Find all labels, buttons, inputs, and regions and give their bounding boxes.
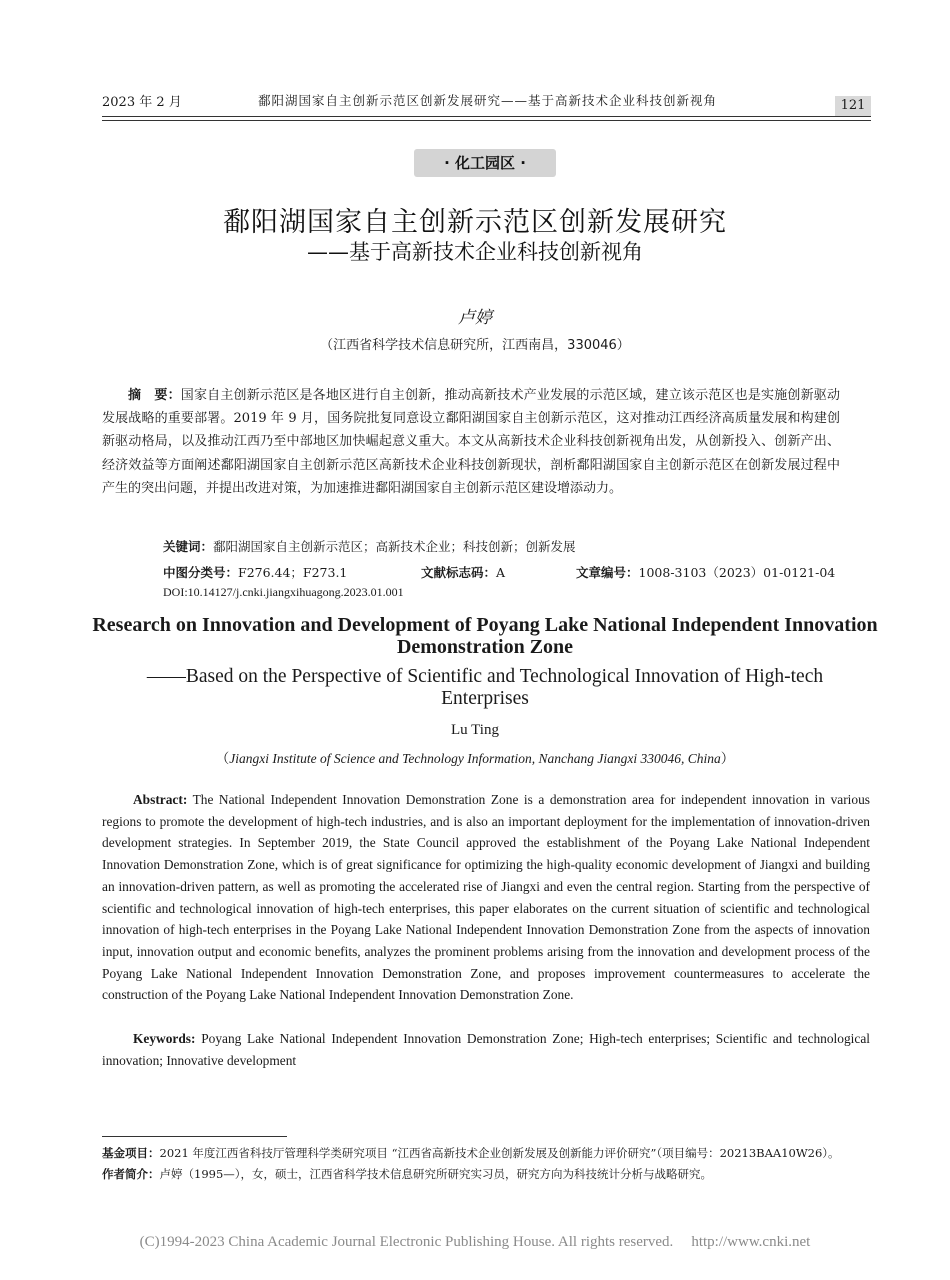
- abstract-english-label: Abstract:: [133, 792, 188, 807]
- abstract-chinese-label: 摘 要：: [128, 388, 181, 403]
- subtitle-english: ——Based on the Perspective of Scientific and Technological Innovation of High-tech Enterprises: [146, 666, 824, 709]
- affiliation-english-text: Jiangxi Institute of Science and Technology Information, Nanchang Jiangxi 330046, China: [229, 751, 721, 766]
- clc-number: [163, 563, 347, 581]
- header-rule-thin: [102, 120, 871, 121]
- keywords-chinese-text: 鄱阳湖国家自主创新示范区；高新技术企业；科技创新；创新发展: [213, 539, 576, 554]
- copyright-watermark: [0, 1234, 950, 1251]
- article-number-label: 文章编号：: [576, 565, 639, 580]
- abstract-chinese-text: 国家自主创新示范区是各地区进行自主创新，推动高新技术产业发展的示范区域，建立该示范区也是实施创新驱动发展战略的重要部署。2019 年 9 月，国务院批复同意设立鄱阳湖国家自主创新示范区，这对推动江西经济高质量发展和构建创新驱动格局，以及推动江西乃至中部地区加快崛起意义重大。本文从高新技术企业科技创新视角出发，从创新投入、创新产出、经济效益等方面阐述鄱阳湖国家自主创新示范区高新技术企业科技创新现状，剖析鄱阳湖国家自主创新示范区在创新发展过程中产生的突出问题，并提出改进对策，为加速推进鄱阳湖国家自主创新示范区建设增添动力。: [102, 388, 840, 496]
- footnote-rule: [102, 1136, 287, 1137]
- footnote-author-label: 作者简介：: [102, 1167, 160, 1181]
- title-chinese: 鄱阳湖国家自主创新示范区创新发展研究: [223, 207, 727, 238]
- author-english: Lu Ting: [451, 722, 499, 738]
- clc-label: 中图分类号：: [163, 565, 239, 580]
- affiliation-english-close: ）: [720, 751, 735, 766]
- watermark-url: http://www.cnki.net: [691, 1234, 811, 1250]
- abstract-english: [102, 789, 870, 1006]
- document-code: [421, 563, 505, 581]
- footnote-author-text: 卢婷（1995—），女，硕士，江西省科学技术信息研究所研究实习员，研究方向为科技统计分析与战略研究。: [159, 1167, 713, 1181]
- affiliation-english: [0, 747, 950, 767]
- article-number-value: 1008-3103（2023）01-0121-04: [638, 565, 836, 580]
- keywords-english: [102, 1028, 870, 1071]
- watermark-copyright: (C)1994-2023 China Academic Journal Electronic Publishing House. All rights reserved.: [139, 1234, 674, 1250]
- footnote-author: [102, 1166, 872, 1182]
- clc-value: F276.44；F273.1: [238, 565, 348, 580]
- header-page-number: 121: [835, 96, 871, 116]
- document-code-value: A: [496, 565, 506, 580]
- keywords-chinese: [163, 537, 576, 555]
- header-date: 2023 年 2 月: [102, 95, 182, 110]
- article-number: [576, 563, 835, 581]
- subtitle-chinese: ——基于高新技术企业科技创新视角: [307, 240, 643, 264]
- keywords-english-text: Poyang Lake National Independent Innovation Demonstration Zone; High-tech enterprises; Scientific and technological innovation; Innovative development: [102, 1031, 870, 1068]
- keywords-english-label: Keywords:: [133, 1031, 196, 1046]
- section-badge: · 化工园区 ·: [414, 149, 556, 177]
- footnote-fund-label: 基金项目：: [102, 1146, 160, 1160]
- author-chinese: 卢婷: [458, 308, 492, 328]
- title-english: Research on Innovation and Development of Poyang Lake National Independent Innovation Demonstration Zone: [92, 614, 878, 658]
- abstract-chinese: [102, 384, 840, 500]
- affiliation-chinese: （江西省科学技术信息研究所，江西南昌，330046）: [320, 338, 630, 353]
- affiliation-english-open: （: [215, 751, 230, 766]
- doi: DOI:10.14127/j.cnki.jiangxihuagong.2023.01.001: [163, 585, 404, 599]
- document-code-label: 文献标志码：: [421, 565, 497, 580]
- header-running-title: 鄱阳湖国家自主创新示范区创新发展研究——基于高新技术企业科技创新视角: [258, 93, 718, 108]
- footnote-fund-text: 2021 年度江西省科技厅管理科学类研究项目 “江西省高新技术企业创新发展及创新能力评价研究”（项目编号：20213BAA10W26）。: [159, 1146, 840, 1160]
- header-rule-thick: [102, 116, 871, 117]
- abstract-english-text: The National Independent Innovation Demonstration Zone is a demonstration area for independent innovation in various regions to promote the development of high-tech industries, and is also an important deployment for the implementation of innovation-driven development strategies. In September 2019, the State Council approved the establishment of the Poyang Lake National Independent Innovation Demonstration Zone, which is of great significance for optimizing the high-quality economic development of Jiangxi and building an innovation-driven pattern, as well as promoting the accelerated rise of Jiangxi and even the central region. Starting from the perspective of scientific and technological innovation of high-tech enterprises, this paper elaborates on the current situation of scientific and technological innovation of high-tech enterprises in the Poyang Lake National Independent Innovation Demonstration Zone from the aspects of innovation input, innovation output and economic benefits, analyzes the prominent problems arising from the innovation and development process of the Poyang Lake National Independent Innovation Demonstration Zone, and proposes improvement countermeasures to accelerate the construction of the Poyang Lake National Independent Innovation Demonstration Zone.: [102, 792, 870, 1003]
- keywords-chinese-label: 关键词：: [163, 539, 214, 554]
- footnote-fund: [102, 1145, 872, 1161]
